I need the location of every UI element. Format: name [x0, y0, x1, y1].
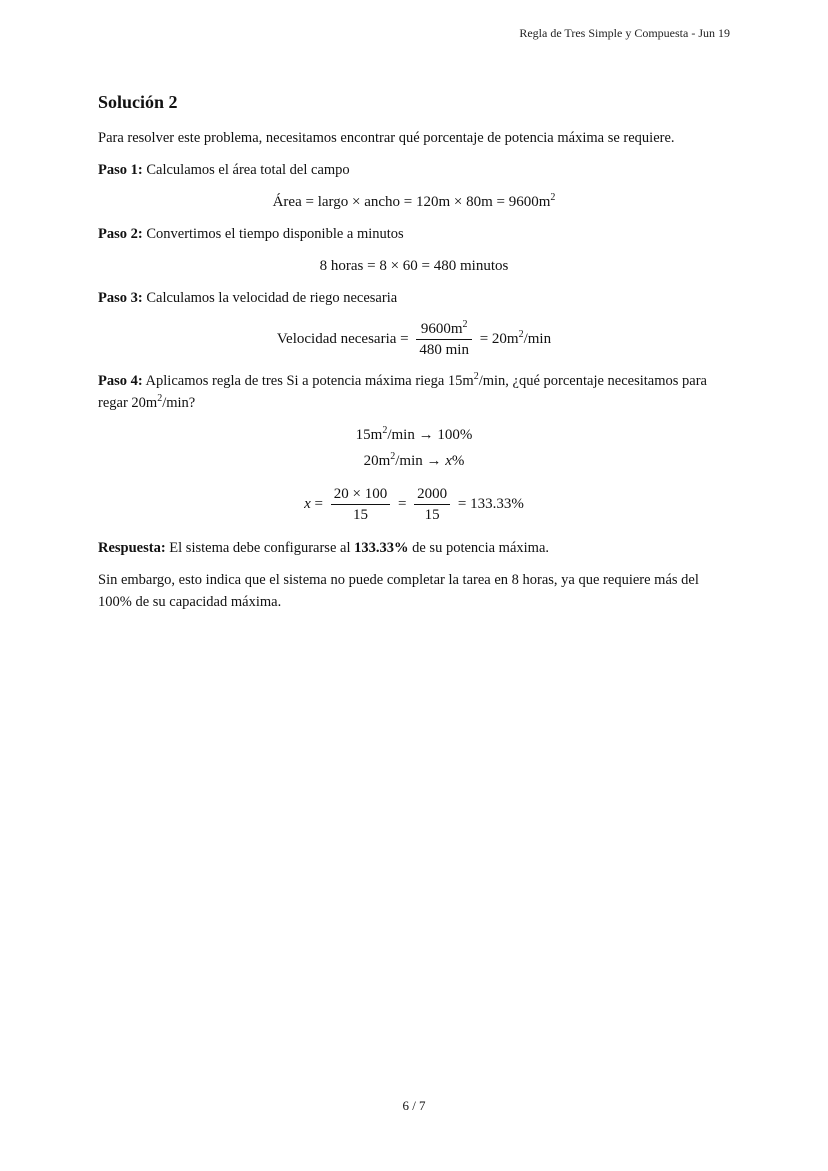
step-4-label: Paso 4:	[98, 373, 143, 389]
fraction-2: $\frac{2000}{15}$	[414, 484, 450, 525]
step-3	[98, 287, 730, 309]
speed-equation: Velocidad necesaria = $\frac{9600m^2}{480 \min}$ = $20m^2/\min$	[276, 319, 552, 358]
step-2-text: Convertimos el tiempo disponible a minutos	[142, 226, 404, 242]
proportion-row-2: $20m^2/\min \to x\%$	[363, 451, 465, 469]
intro-paragraph: Para resolver este problema, necesitamos encontrar qué porcentaje de potencia máxima se requiere.	[98, 130, 675, 146]
step-3-label: Paso 3:	[98, 290, 143, 306]
note-paragraph: Sin embargo, esto indica que el sistema no puede completar la tarea en 8 horas, ya que requiere más del 100% de su capacidad máxima.	[98, 572, 699, 610]
answer-label: Respuesta:	[98, 540, 166, 556]
area-equation: Área = largo × ancho = $120m \times 80m = 9600m^2$	[272, 192, 556, 210]
x-equation: x = $\frac{20 \times 100}{15}$ = $\frac{2000}{15}$ = 133.33%	[304, 486, 524, 523]
answer-paragraph: Respuesta: El sistema debe configurarse al 133.33% de su potencia máxima.	[98, 540, 550, 556]
page-number: 6 / 7	[402, 1098, 426, 1113]
time-equation: 8 horas = 8 × 60 = 480 minutos	[319, 258, 509, 274]
speed-fraction: $\frac{9600m^2}{480 \min}$	[416, 319, 472, 360]
solution-section	[98, 92, 730, 623]
step-2	[98, 223, 730, 245]
section-heading: Solución 2	[98, 92, 178, 112]
step-1	[98, 159, 730, 181]
proportion-row-1: $15m^2/\min \to 100\%$	[355, 425, 473, 443]
running-header: Regla de Tres Simple y Compuesta - Jun 19	[519, 26, 730, 40]
fraction-1: $\frac{20 \times 100}{15}$	[331, 484, 390, 525]
step-4: Paso 4: Aplicamos regla de tres Si a potencia máxima riega $15m^2/\min$, ¿qué porcentaje necesitamos para regar $20m^2/\min$?	[98, 371, 707, 411]
step-3-text: Calculamos la velocidad de riego necesaria	[142, 290, 398, 306]
step-1-label: Paso 1:	[98, 162, 143, 178]
step-1-text: Calculamos el área total del campo	[142, 162, 350, 178]
answer-value: 133.33%	[354, 540, 409, 556]
step-2-label: Paso 2:	[98, 226, 143, 242]
